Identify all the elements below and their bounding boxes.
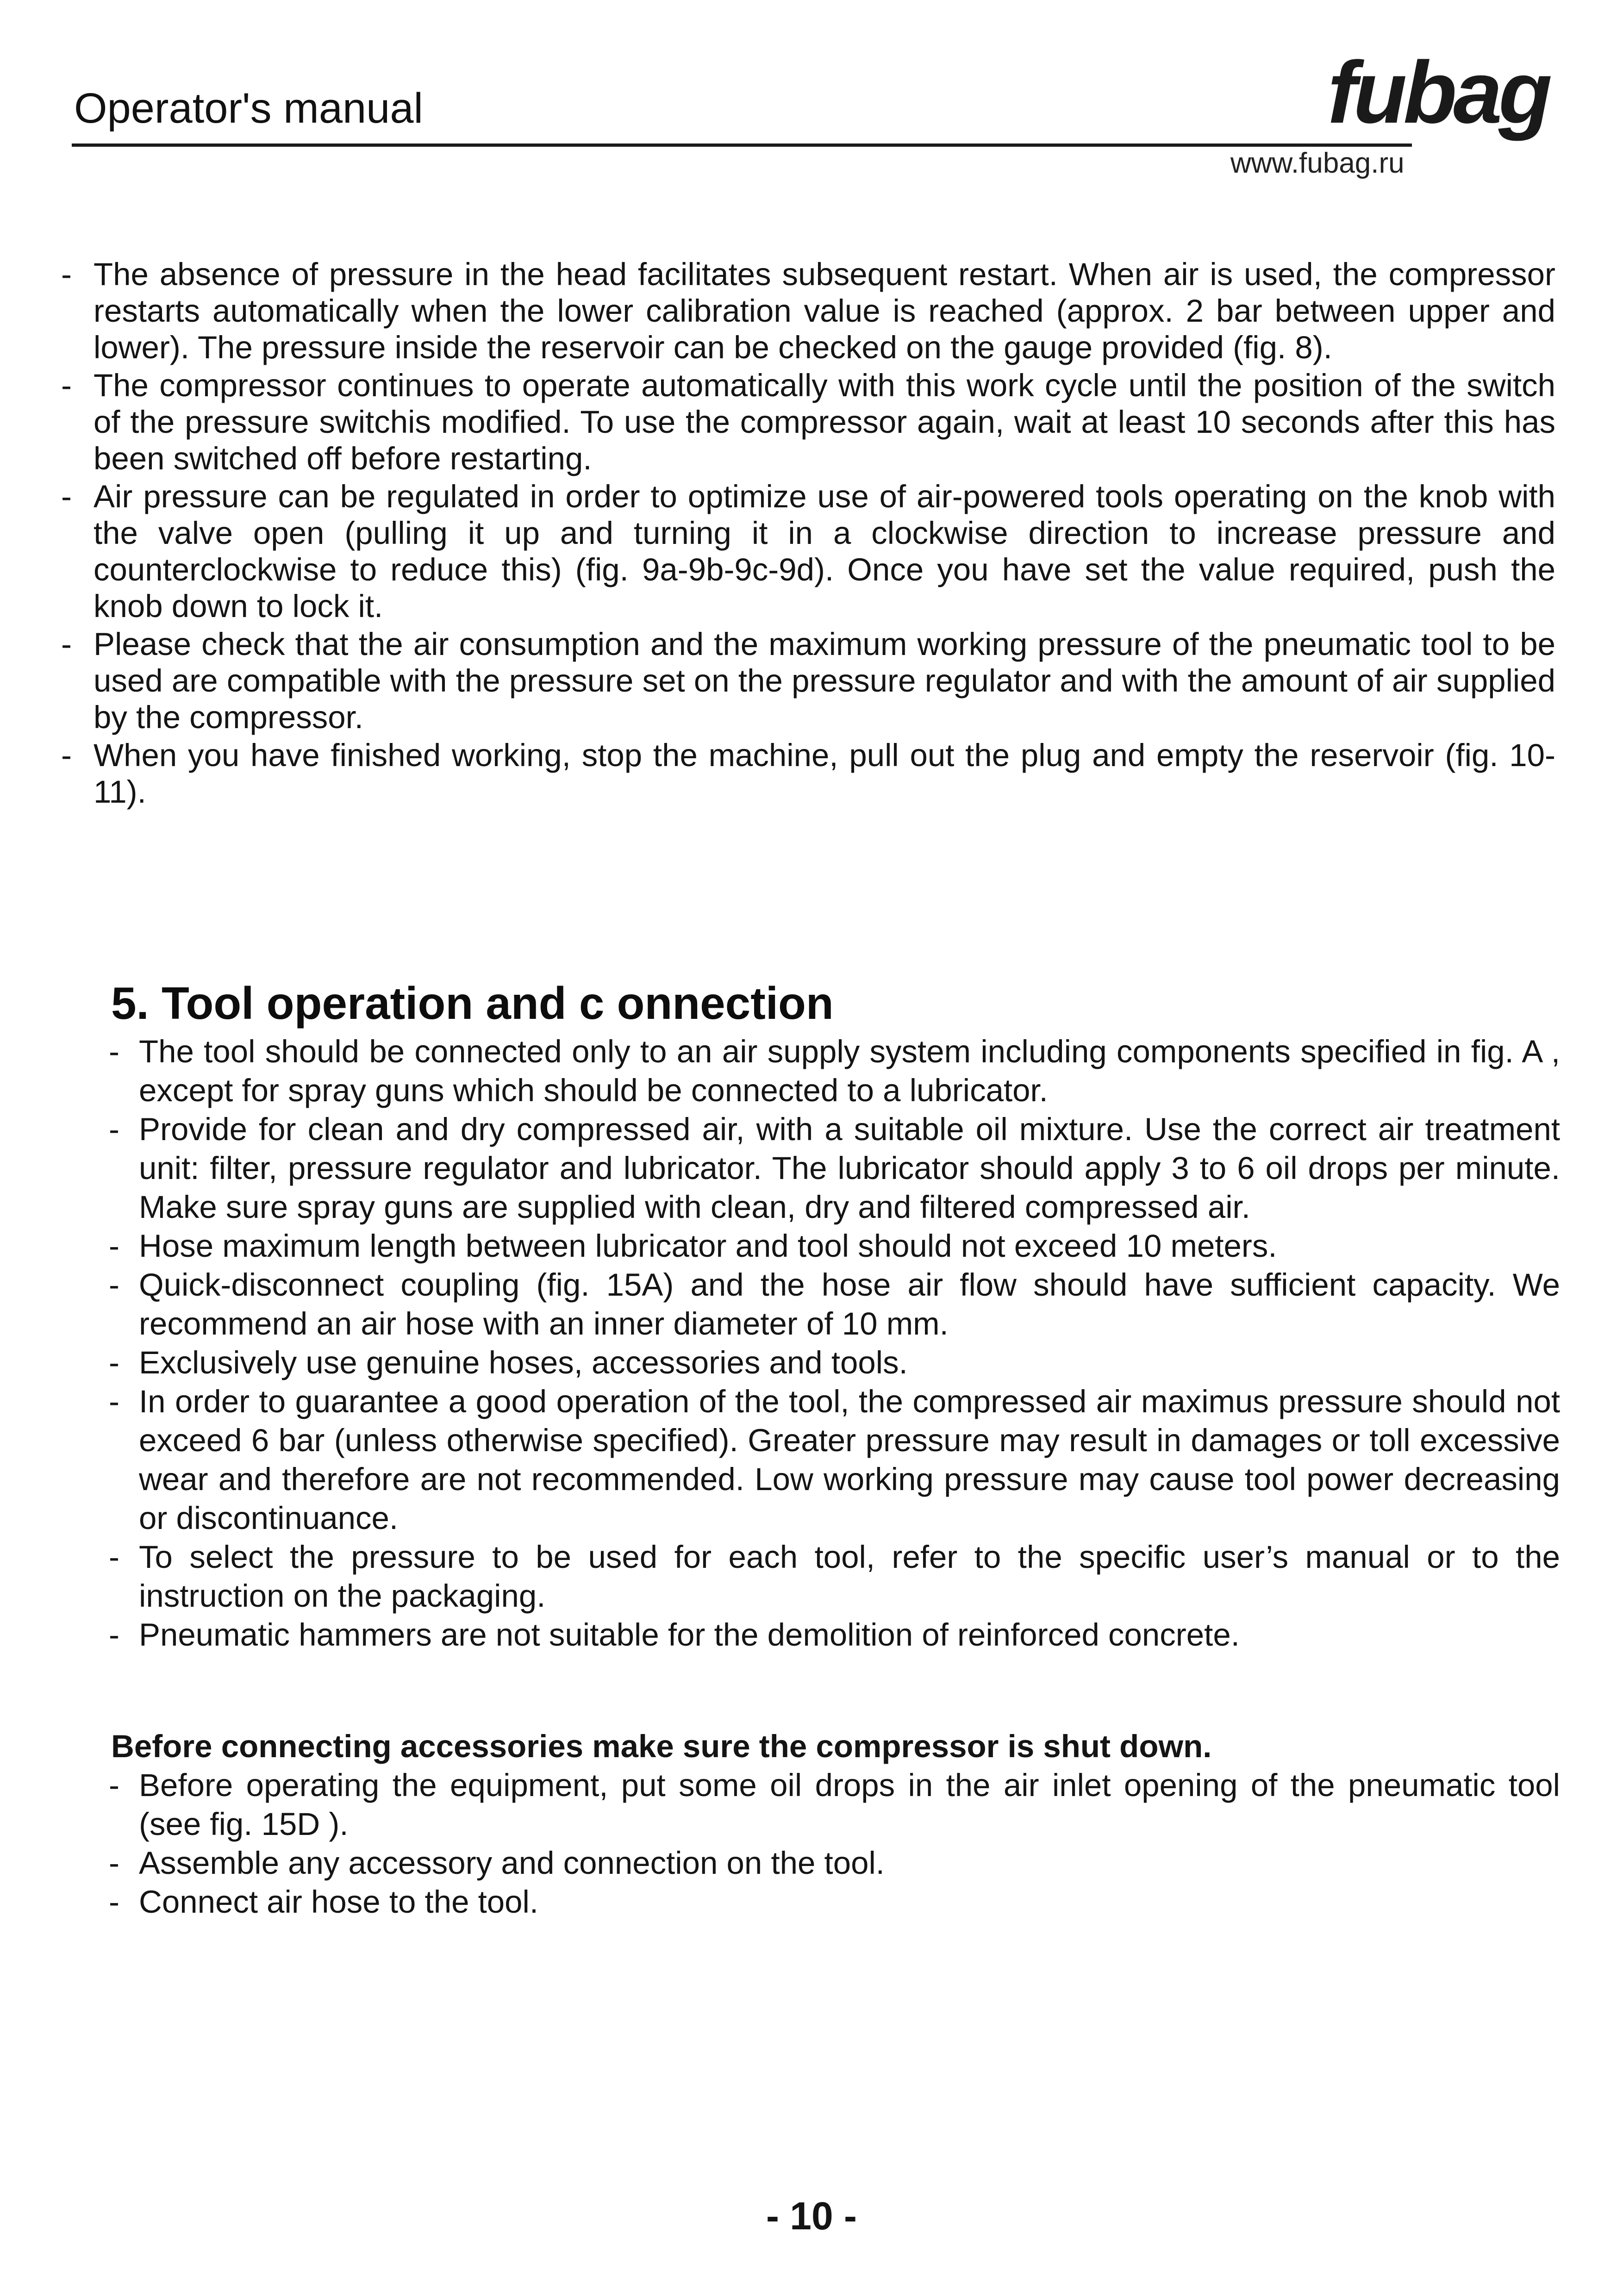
list-item: - Please check that the air consumption and the maximum working pressure of the pneumatic tool to be used are compatible with the pressure set on the pressure regulator and with the amount of air supplied by the compressor. [61, 626, 1555, 735]
svg-text:fubag: fubag [1328, 44, 1549, 142]
list-item: - To select the pressure to be used for each tool, refer to the specific user’s manual or to the instruction on the packaging. [109, 1539, 1560, 1614]
list-item: - The tool should be connected only to an air supply system including components specified in fig. A , except for spray guns which should be connected to a lubricator. [109, 1034, 1560, 1108]
list-item: - Air pressure can be regulated in order to optimize use of air-powered tools operating on the knob with the valve open (pulling it up and turning it in a clockwise direction to increase pressure and counterclockwise to reduce this) (fig. 9a-9b-9c-9d). Once you have set the value required, push the knob down to lock it. [61, 479, 1555, 624]
list-item: - Pneumatic hammers are not suitable for the demolition of reinforced concrete. [109, 1617, 1240, 1653]
document-title: Operator's manual [74, 85, 423, 132]
list-item: - The absence of pressure in the head facilitates subsequent restart. When air is used, the compressor restarts automatically when the lower calibration value is reached (approx. 2 bar between upper and lower). The pressure inside the reservoir can be checked on the gauge provided (fig. 8). [61, 256, 1555, 365]
warning-note: Before connecting accessories make sure the compressor is shut down. [111, 1728, 1212, 1764]
section-heading: 5. Tool operation and c onnection [111, 978, 834, 1029]
list-item: - Exclusively use genuine hoses, accessories and tools. [109, 1345, 908, 1380]
intro-list [61, 256, 1555, 811]
list-item: - Quick-disconnect coupling (fig. 15A) and the hose air flow should have sufficient capacity. We recommend an air hose with an inner diameter of 10 mm. [109, 1267, 1560, 1341]
header-divider [72, 144, 1412, 147]
list-item: - The compressor continues to operate automatically with this work cycle until the position of the switch of the pressure switchis modified. To use the compressor again, wait at least 10 seconds after this has been switched off before restarting. [61, 368, 1555, 476]
after-note-list [109, 1766, 1560, 1922]
section-list [109, 1032, 1560, 1654]
page-number: - 10 - [766, 2194, 857, 2238]
list-item: - Provide for clean and dry compressed air, with a suitable oil mixture. Use the correct air treatment unit: filter, pressure regulator and lubricator. The lubricator should apply 3 to 6 oil drops per minute. Make sure spray guns are supplied with clean, dry and filtered compressed air. [109, 1111, 1560, 1225]
list-item: - Before operating the equipment, put some oil drops in the air inlet opening of the pneumatic tool (see fig. 15D ). [109, 1767, 1560, 1842]
list-item: - Connect air hose to the tool. [109, 1884, 539, 1920]
list-item: - When you have finished working, stop the machine, pull out the plug and empty the reservoir (fig. 10-11). [61, 737, 1555, 810]
website-url: www.fubag.ru [1230, 147, 1405, 179]
list-item: - In order to guarantee a good operation of the tool, the compressed air maximus pressure should not exceed 6 bar (unless otherwise specified). Greater pressure may result in damages or toll excessive wear and therefore are not recommended. Low working pressure may cause tool power decreasing or discontinuance. [109, 1384, 1560, 1536]
list-item: - Hose maximum length between lubricator and tool should not exceed 10 meters. [109, 1228, 1277, 1264]
list-item: - Assemble any accessory and connection on the tool. [109, 1845, 885, 1881]
